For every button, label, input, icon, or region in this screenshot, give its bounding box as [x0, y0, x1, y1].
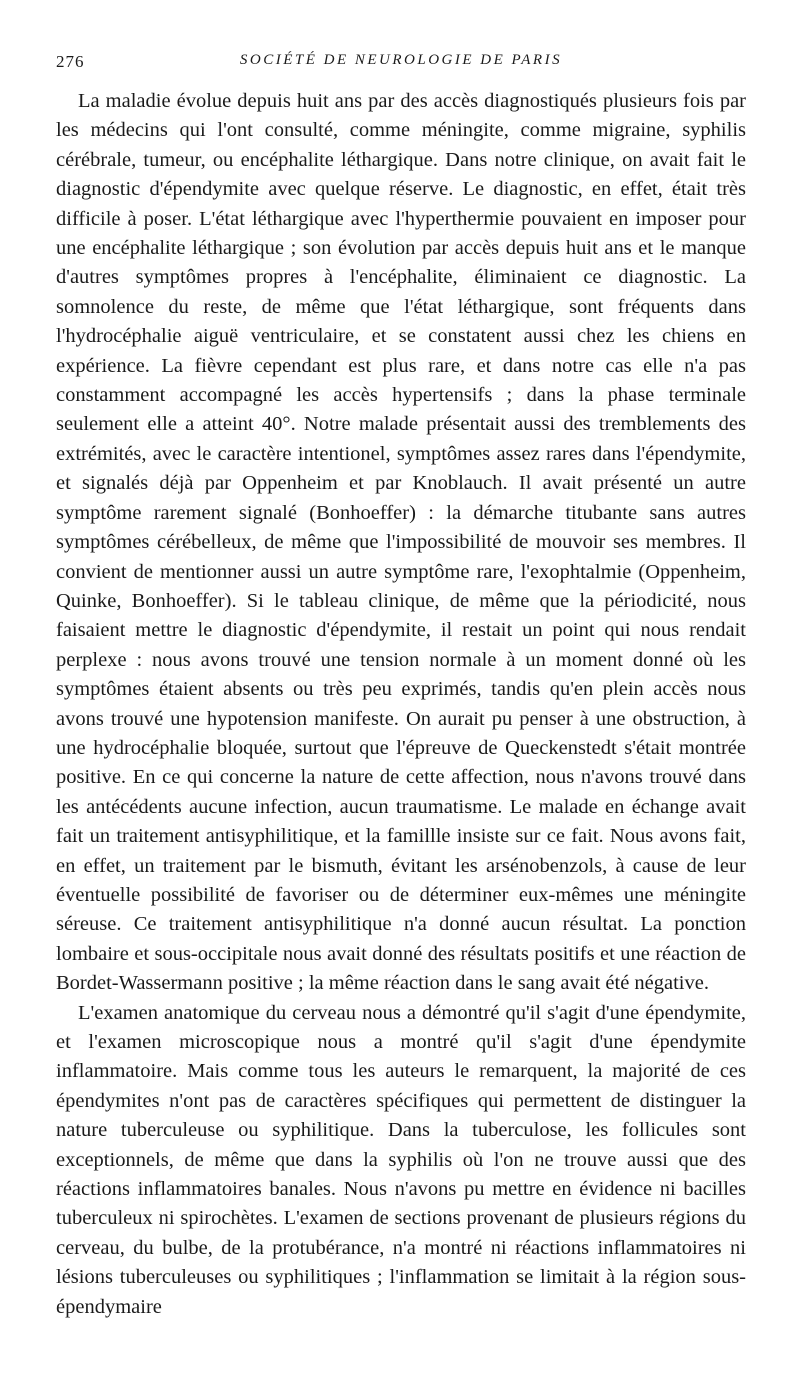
running-header [56, 52, 746, 76]
body-text [56, 87, 746, 1322]
page-number: 276 [56, 52, 85, 71]
running-title: SOCIÉTÉ DE NEUROLOGIE DE PARIS [239, 52, 563, 68]
paragraph: L'examen anatomique du cerveau nous a démontré qu'il s'agit d'une épendymite, et l'examen microscopique nous a montré qu'il s'agit d'une épendymite inflammatoire. Mais comme tous les auteurs le remarquent, la majorité de ces épendymites n'ont pas de caractères spécifiques qui permettent de distinguer la nature tuberculeuse ou syphilitique. Dans la tuberculose, les follicules sont exceptionnels, de même que dans la syphilis où l'on ne trouve aussi que des réactions inflammatoires banales. Nous n'avons pu mettre en évidence ni bacilles tuberculeux ni spirochètes. L'examen de sections provenant de plusieurs régions du cerveau, du bulbe, de la protubérance, n'a montré ni réactions inflammatoires ni lésions tuberculeuses ou syphilitiques ; l'inflammation se limitait à la région sous-épendymaire [56, 1001, 746, 1318]
paragraph: La maladie évolue depuis huit ans par des accès diagnostiqués plusieurs fois par les médecins qui l'ont consulté, comme méningite, comme migraine, syphilis cérébrale, tumeur, ou encéphalite léthargique. Dans notre clinique, on avait fait le diagnostic d'épendymite avec quelque réserve. Le diagnostic, en effet, était très difficile à poser. L'état léthargique avec l'hyperthermie pouvaient en imposer pour une encéphalite léthargique ; son évolution par accès depuis huit ans et le manque d'autres symptômes propres à l'encéphalite, éliminaient ce diagnostic. La somnolence du reste, de même que l'état léthargique, sont fréquents dans l'hydrocéphalie aiguë ventriculaire, et se constatent aussi chez les chiens en expérience. La fièvre cependant est plus rare, et dans notre cas elle n'a pas constamment accompagné les accès hypertensifs ; dans la phase terminale seulement elle a atteint 40°. Notre malade présentait aussi des tremblements des extrémités, avec le caractère intentionel, symptômes assez rares dans l'épendymite, et signalés déjà par Oppenheim et par Knoblauch. Il avait présenté un autre symptôme rarement signalé (Bonhoeffer) : la démarche titubante sans autres symptômes cérébelleux, de même que l'impossibilité de mouvoir ses membres. Il convient de mentionner aussi un autre symptôme rare, l'exophtalmie (Oppenheim, Quinke, Bonhoeffer). Si le tableau clinique, de même que la périodicité, nous faisaient mettre le diagnostic d'épendymite, il restait un point qui nous rendait perplexe : nous avons trouvé une tension normale à un moment donné où les symptômes étaient absents ou très peu exprimés, tandis qu'en plein accès nous avons trouvé une hypotension manifeste. On aurait pu penser à une obstruction, à une hydrocéphalie bloquée, surtout que l'épreuve de Queckenstedt s'était montrée positive. En ce qui concerne la nature de cette affection, nous n'avons trouvé dans les antécédents aucune infection, aucun traumatisme. Le malade en échange avait fait un traitement antisyphilitique, et la famillle insiste sur ce fait. Nous avons fait, en effet, un traitement par le bismuth, évitant les arsénobenzols, à cause de leur éventuelle possibilité de favoriser ou de déterminer eux-mêmes une méningite séreuse. Ce traitement antisyphilitique n'a donné aucun résultat. La ponction lombaire et sous-occipitale nous avait donné des résultats positifs et une réaction de Bordet-Wassermann positive ; la même réaction dans le sang avait été négative. [56, 90, 746, 995]
